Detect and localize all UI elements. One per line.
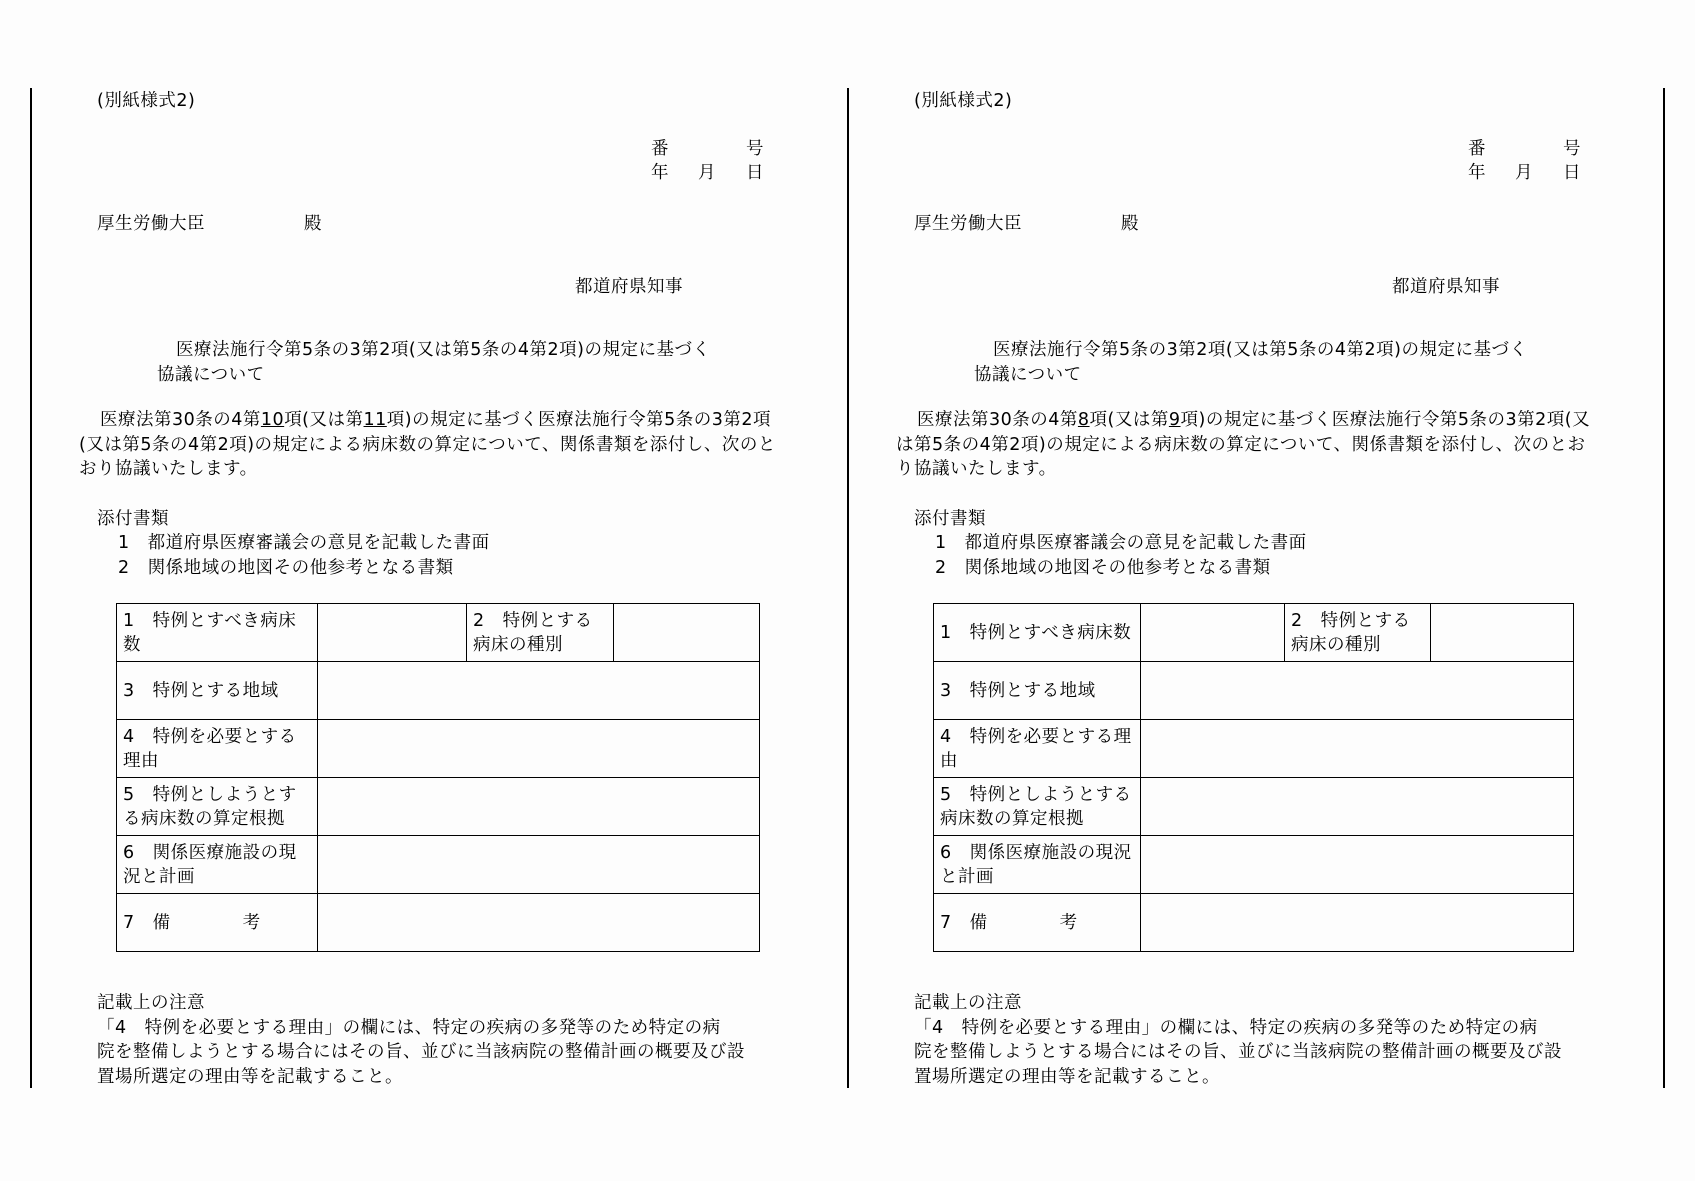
input-calculation-basis[interactable] <box>318 778 760 836</box>
label-region: 3 特例とする地域 <box>117 662 318 720</box>
addressee: 厚生労働大臣 <box>914 214 1022 234</box>
input-bed-count[interactable] <box>318 604 467 662</box>
notes-line: 置場所選定の理由等を記載すること。 <box>914 1067 1220 1087</box>
label-bed-count: 1 特例とすべき病床数 <box>117 604 318 662</box>
document-title-line2: 協議について <box>974 365 1082 385</box>
form-page-right <box>817 0 1634 1181</box>
number-suffix: 号 <box>746 139 764 159</box>
notes-line: 「4 特例を必要とする理由」の欄には、特定の疾病の多発等のため特定の病 <box>97 1018 721 1038</box>
article-number-1: 8 <box>1077 410 1090 430</box>
table-row <box>934 720 1574 778</box>
honorific: 殿 <box>304 214 322 234</box>
sender: 都道府県知事 <box>575 277 683 297</box>
body-text: 医療法第30条の4第 <box>100 410 261 430</box>
body-line3: おり協議いたします。 <box>79 459 258 479</box>
label-remarks: 7 備 考 <box>117 894 318 952</box>
input-facility-status[interactable] <box>318 836 760 894</box>
label-region: 3 特例とする地域 <box>934 662 1141 720</box>
form-label: (別紙様式2) <box>914 91 1013 111</box>
input-reason[interactable] <box>1141 720 1574 778</box>
number-label: 番 <box>651 139 669 159</box>
table-row <box>117 836 760 894</box>
date-month: 月 <box>1515 163 1533 183</box>
input-bed-count[interactable] <box>1141 604 1285 662</box>
table-row <box>934 778 1574 836</box>
body-text: 医療法第30条の4第 <box>917 410 1078 430</box>
document-title-line2: 協議について <box>157 365 265 385</box>
input-remarks[interactable] <box>1141 894 1574 952</box>
document-title-line1: 医療法施行令第5条の3第2項(又は第5条の4第2項)の規定に基づく <box>176 340 711 360</box>
label-calculation-basis: 5 特例としようとする病床数の算定根拠 <box>117 778 318 836</box>
table-row <box>934 836 1574 894</box>
notes-line: 院を整備しようとする場合にはその旨、並びに当該病院の整備計画の概要及び設 <box>97 1042 745 1062</box>
input-bed-type[interactable] <box>1431 604 1574 662</box>
attachments-heading: 添付書類 <box>97 509 169 529</box>
label-facility-status: 6 関係医療施設の現況と計画 <box>117 836 318 894</box>
right-margin-line <box>1663 88 1665 1088</box>
notes-heading: 記載上の注意 <box>914 993 1022 1013</box>
body-text: 項)の規定に基づく医療法施行令第5条の3第2項 <box>386 410 772 430</box>
label-reason: 4 特例を必要とする理由 <box>117 720 318 778</box>
body-line1 <box>917 408 1590 432</box>
form-label: (別紙様式2) <box>97 91 196 111</box>
attachment-item: 2 関係地域の地図その他参考となる書類 <box>935 558 1271 578</box>
label-remarks: 7 備 考 <box>934 894 1141 952</box>
addressee: 厚生労働大臣 <box>97 214 205 234</box>
date-year: 年 <box>1468 163 1486 183</box>
input-bed-type[interactable] <box>614 604 760 662</box>
input-reason[interactable] <box>318 720 760 778</box>
notes-line: 置場所選定の理由等を記載すること。 <box>97 1067 403 1087</box>
label-bed-type: 2 特例とする病床の種別 <box>467 604 614 662</box>
number-label: 番 <box>1468 139 1486 159</box>
input-facility-status[interactable] <box>1141 836 1574 894</box>
table-row <box>117 662 760 720</box>
attachment-item: 1 都道府県医療審議会の意見を記載した書面 <box>935 533 1307 553</box>
document-title-line1: 医療法施行令第5条の3第2項(又は第5条の4第2項)の規定に基づく <box>993 340 1528 360</box>
attachment-item: 2 関係地域の地図その他参考となる書類 <box>118 558 454 578</box>
notes-line: 「4 特例を必要とする理由」の欄には、特定の疾病の多発等のため特定の病 <box>914 1018 1538 1038</box>
table-row <box>117 778 760 836</box>
table-row <box>934 662 1574 720</box>
notes-heading: 記載上の注意 <box>97 993 205 1013</box>
table-row <box>117 894 760 952</box>
body-line2: (又は第5条の4第2項)の規定による病床数の算定について、関係書類を添付し、次のと <box>79 435 776 455</box>
input-calculation-basis[interactable] <box>1141 778 1574 836</box>
table-row <box>934 894 1574 952</box>
article-number-2: 11 <box>363 410 387 430</box>
form-page-left <box>0 0 817 1181</box>
label-bed-count: 1 特例とすべき病床数 <box>934 604 1141 662</box>
body-text: 項(又は第 <box>1089 410 1169 430</box>
table-row <box>117 604 760 662</box>
body-line3: り協議いたします。 <box>896 459 1057 479</box>
label-facility-status: 6 関係医療施設の現況と計画 <box>934 836 1141 894</box>
body-line2: は第5条の4第2項)の規定による病床数の算定について、関係書類を添付し、次のとお <box>896 435 1586 455</box>
input-region[interactable] <box>318 662 760 720</box>
article-number-2: 9 <box>1168 410 1181 430</box>
input-region[interactable] <box>1141 662 1574 720</box>
body-text: 項(又は第 <box>284 410 364 430</box>
date-year: 年 <box>651 163 669 183</box>
date-month: 月 <box>698 163 716 183</box>
form-table <box>116 603 760 952</box>
table-row <box>934 604 1574 662</box>
attachment-item: 1 都道府県医療審議会の意見を記載した書面 <box>118 533 490 553</box>
label-calculation-basis: 5 特例としようとする病床数の算定根拠 <box>934 778 1141 836</box>
sender: 都道府県知事 <box>1392 277 1500 297</box>
label-reason: 4 特例を必要とする理由 <box>934 720 1141 778</box>
body-text: 項)の規定に基づく医療法施行令第5条の3第2項(又 <box>1180 410 1591 430</box>
attachments-heading: 添付書類 <box>914 509 986 529</box>
date-day: 日 <box>746 163 764 183</box>
input-remarks[interactable] <box>318 894 760 952</box>
table-row <box>117 720 760 778</box>
number-suffix: 号 <box>1563 139 1581 159</box>
date-day: 日 <box>1563 163 1581 183</box>
article-number-1: 10 <box>260 410 285 430</box>
body-line1 <box>100 408 771 432</box>
form-table <box>933 603 1574 952</box>
notes-line: 院を整備しようとする場合にはその旨、並びに当該病院の整備計画の概要及び設 <box>914 1042 1562 1062</box>
label-bed-type: 2 特例とする病床の種別 <box>1285 604 1431 662</box>
honorific: 殿 <box>1121 214 1139 234</box>
